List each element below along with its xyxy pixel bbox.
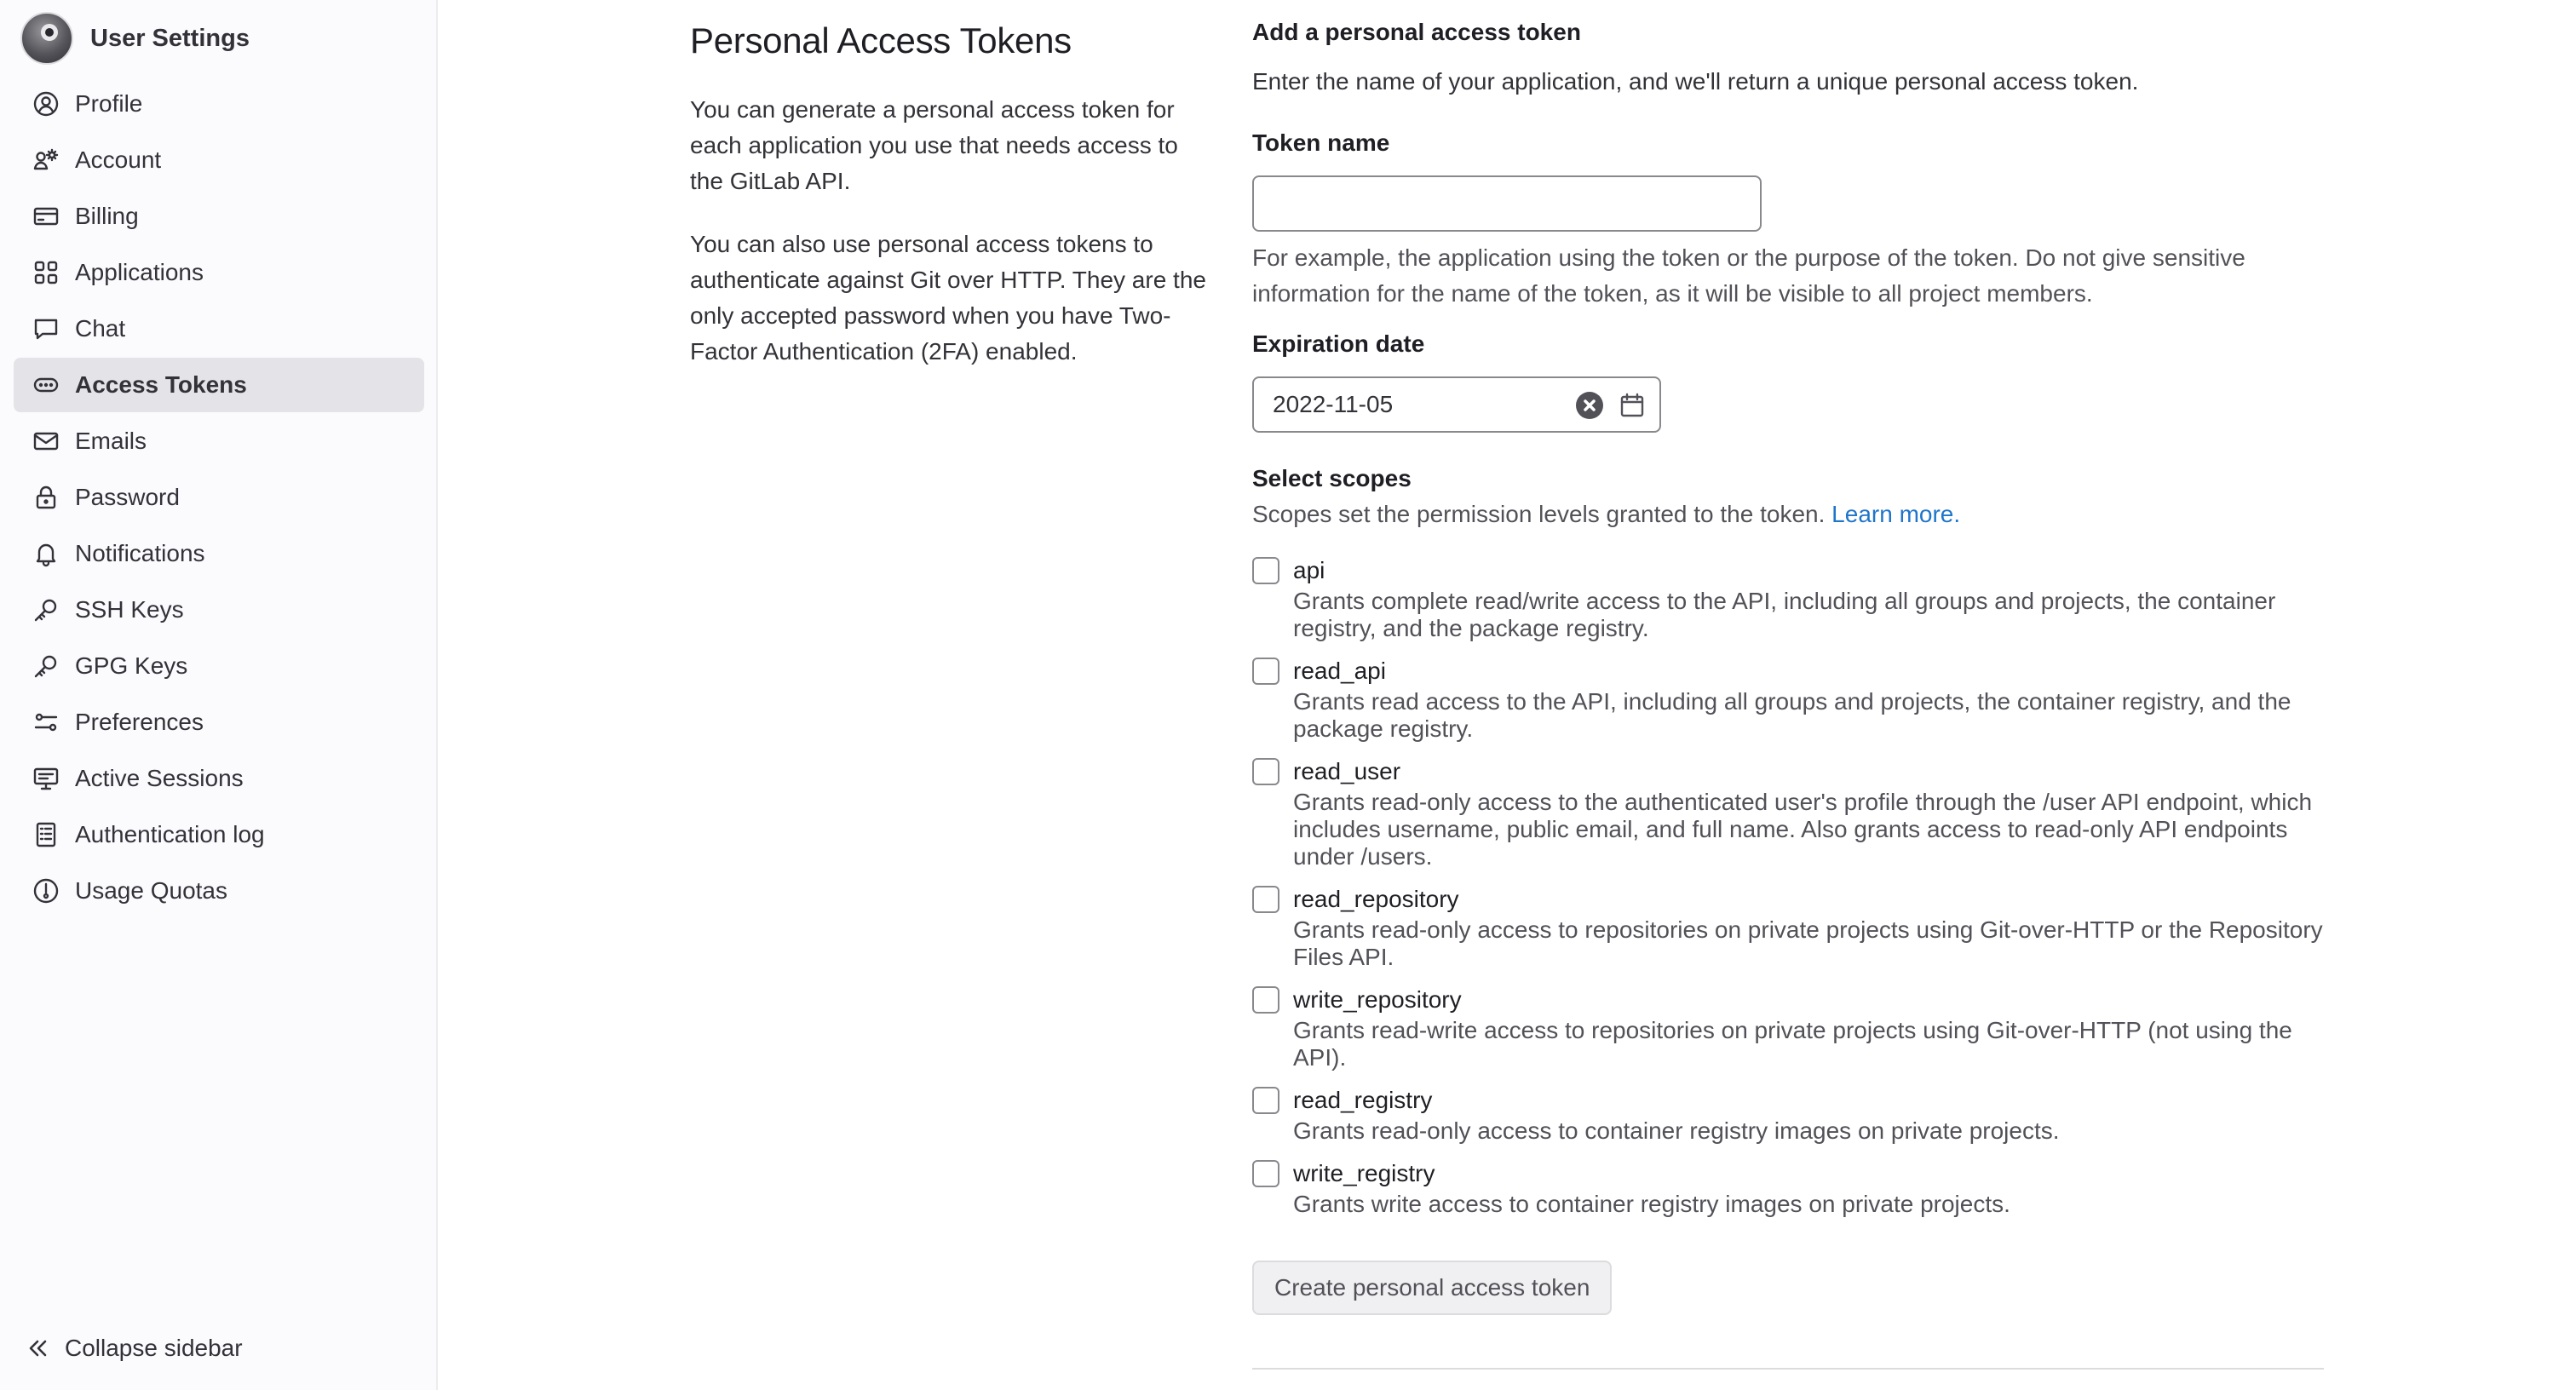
- key-icon: [32, 652, 60, 680]
- sidebar-item-label: Password: [75, 484, 180, 510]
- scope-body: [1293, 755, 2326, 870]
- scope-read-api: [1252, 654, 2326, 743]
- mail-icon: [32, 428, 60, 455]
- scope-checkbox[interactable]: [1252, 758, 1279, 785]
- scope-name[interactable]: read_repository: [1293, 886, 1459, 912]
- sidebar-item-label: Preferences: [75, 709, 204, 735]
- scope-body: [1293, 554, 2326, 642]
- token-icon: [32, 371, 60, 399]
- scope-description: Grants write access to container registry images on private projects.: [1293, 1191, 2010, 1217]
- scope-name[interactable]: read_user: [1293, 758, 1401, 784]
- sidebar-item-label: Usage Quotas: [75, 877, 227, 904]
- lock-icon: [32, 484, 60, 511]
- scope-api: [1252, 554, 2326, 642]
- add-token-form: [1252, 15, 2326, 1315]
- sidebar-item-billing[interactable]: [14, 189, 424, 244]
- scope-checkbox[interactable]: [1252, 886, 1279, 913]
- scope-description: Grants read-only access to container registry images on private projects.: [1293, 1117, 2060, 1144]
- sidebar-header: [20, 12, 250, 65]
- scope-description: Grants read-write access to repositories on private projects using Git-over-HTTP (not using the API).: [1293, 1017, 2292, 1071]
- intro-paragraph: You can also use personal access tokens to authenticate against Git over HTTP. They are the only accepted password when you have Two-Factor Authentication (2FA) enabled.: [690, 231, 1206, 365]
- expiration-date-input[interactable]: [1252, 376, 1661, 433]
- scope-checkbox[interactable]: [1252, 658, 1279, 685]
- sidebar-item-account[interactable]: [14, 133, 424, 187]
- sidebar-item-usage-quotas[interactable]: [14, 864, 424, 918]
- scope-body: [1293, 983, 2326, 1071]
- learn-more-link[interactable]: Learn more.: [1831, 501, 1961, 527]
- sidebar-item-profile[interactable]: [14, 77, 424, 131]
- scope-read-registry: [1252, 1083, 2326, 1145]
- sidebar-item-label: Authentication log: [75, 821, 265, 847]
- avatar[interactable]: [20, 12, 73, 65]
- scope-name[interactable]: write_repository: [1293, 986, 1462, 1013]
- scope-checkbox[interactable]: [1252, 1087, 1279, 1114]
- token-name-input[interactable]: [1252, 175, 1762, 232]
- sidebar-item-label: Emails: [75, 428, 147, 454]
- clear-icon[interactable]: [1576, 392, 1603, 419]
- scopes-description-text: Scopes set the permission levels granted to the token.: [1252, 501, 1826, 527]
- profile-icon: [32, 90, 60, 118]
- sidebar-item-preferences[interactable]: [14, 695, 424, 750]
- sidebar-item-label: GPG Keys: [75, 652, 188, 679]
- token-name-label: Token name: [1252, 129, 1390, 156]
- account-icon: [32, 146, 60, 174]
- sidebar-item-label: Applications: [75, 259, 204, 285]
- expiration-date-value: 2022-11-05: [1273, 391, 1394, 417]
- scope-checkbox[interactable]: [1252, 1160, 1279, 1187]
- sidebar-item-label: Active Sessions: [75, 765, 244, 791]
- scope-description: Grants read access to the API, including all groups and projects, the container registry, and the package registry.: [1293, 688, 2291, 742]
- scope-write-repository: [1252, 983, 2326, 1071]
- sidebar-item-chat[interactable]: [14, 302, 424, 356]
- scope-body: [1293, 654, 2326, 743]
- sidebar-item-label: Profile: [75, 90, 143, 117]
- sidebar-item-label: Billing: [75, 203, 139, 229]
- expiration-date-label: Expiration date: [1252, 330, 1425, 357]
- sidebar-item-notifications[interactable]: [14, 526, 424, 581]
- sidebar-item-password[interactable]: [14, 470, 424, 525]
- calendar-icon[interactable]: [1619, 392, 1646, 419]
- sidebar-item-gpg-keys[interactable]: [14, 639, 424, 693]
- quota-icon: [32, 877, 60, 905]
- log-icon: [32, 821, 60, 848]
- scope-description: Grants complete read/write access to the API, including all groups and projects, the container registry, and the package registry.: [1293, 588, 2276, 641]
- scopes-label: Select scopes: [1252, 465, 1412, 491]
- scope-name[interactable]: read_api: [1293, 658, 1386, 684]
- collapse-sidebar-label: Collapse sidebar: [65, 1335, 243, 1361]
- sidebar-item-label: Chat: [75, 315, 126, 342]
- sidebar-item-label: SSH Keys: [75, 596, 184, 623]
- sidebar-item-label: Account: [75, 146, 162, 173]
- sidebar-title: User Settings: [90, 24, 250, 52]
- sidebar-item-applications[interactable]: [14, 245, 424, 300]
- sidebar-item-label: Access Tokens: [75, 371, 247, 398]
- create-token-button[interactable]: Create personal access token: [1252, 1261, 1612, 1315]
- sidebar-item-ssh-keys[interactable]: [14, 583, 424, 637]
- scope-write-registry: [1252, 1157, 2326, 1218]
- token-name-help: For example, the application using the token or the purpose of the token. Do not give sensitive information for the name of the token, as it will be visible to all project members.: [1252, 244, 2245, 307]
- sidebar-nav: [14, 77, 424, 920]
- intro-paragraph: You can generate a personal access token for each application you use that needs access to the GitLab API.: [690, 96, 1178, 194]
- scope-name[interactable]: api: [1293, 557, 1325, 583]
- scope-body: [1293, 882, 2326, 971]
- scope-body: [1293, 1157, 2010, 1218]
- scope-description: Grants read-only access to repositories on private projects using Git-over-HTTP or the Repository Files API.: [1293, 916, 2323, 970]
- scopes-description: [1252, 497, 2326, 531]
- sidebar-item-emails[interactable]: [14, 414, 424, 468]
- scope-checkbox[interactable]: [1252, 557, 1279, 584]
- collapse-sidebar-button[interactable]: [27, 1327, 243, 1370]
- chat-icon: [32, 315, 60, 342]
- divider: [1252, 1368, 2324, 1370]
- scope-read-repository: [1252, 882, 2326, 971]
- billing-icon: [32, 203, 60, 230]
- scope-description: Grants read-only access to the authenticated user's profile through the /user API endpoint, which includes username, public email, and full name. Also grants access to read-only API endpoints under /users.: [1293, 789, 2313, 870]
- sidebar-item-active-sessions[interactable]: [14, 751, 424, 806]
- scope-name[interactable]: read_registry: [1293, 1087, 1433, 1113]
- scope-read-user: [1252, 755, 2326, 870]
- bell-icon: [32, 540, 60, 567]
- sidebar-item-access-tokens[interactable]: [14, 358, 424, 412]
- sidebar: [0, 0, 438, 1390]
- scope-name[interactable]: write_registry: [1293, 1160, 1435, 1186]
- form-description: Enter the name of your application, and we'll return a unique personal access token.: [1252, 68, 2139, 95]
- sidebar-item-authentication-log[interactable]: [14, 807, 424, 862]
- scopes-list: [1252, 554, 2326, 1218]
- form-heading: Add a personal access token: [1252, 19, 1581, 45]
- scope-checkbox[interactable]: [1252, 986, 1279, 1014]
- chevron-double-left-icon: [27, 1337, 49, 1359]
- applications-icon: [32, 259, 60, 286]
- sidebar-item-label: Notifications: [75, 540, 205, 566]
- scope-body: [1293, 1083, 2060, 1145]
- monitor-icon: [32, 765, 60, 792]
- page-intro: [690, 15, 1210, 370]
- page-title: Personal Access Tokens: [690, 20, 1072, 60]
- preferences-icon: [32, 709, 60, 736]
- key-icon: [32, 596, 60, 623]
